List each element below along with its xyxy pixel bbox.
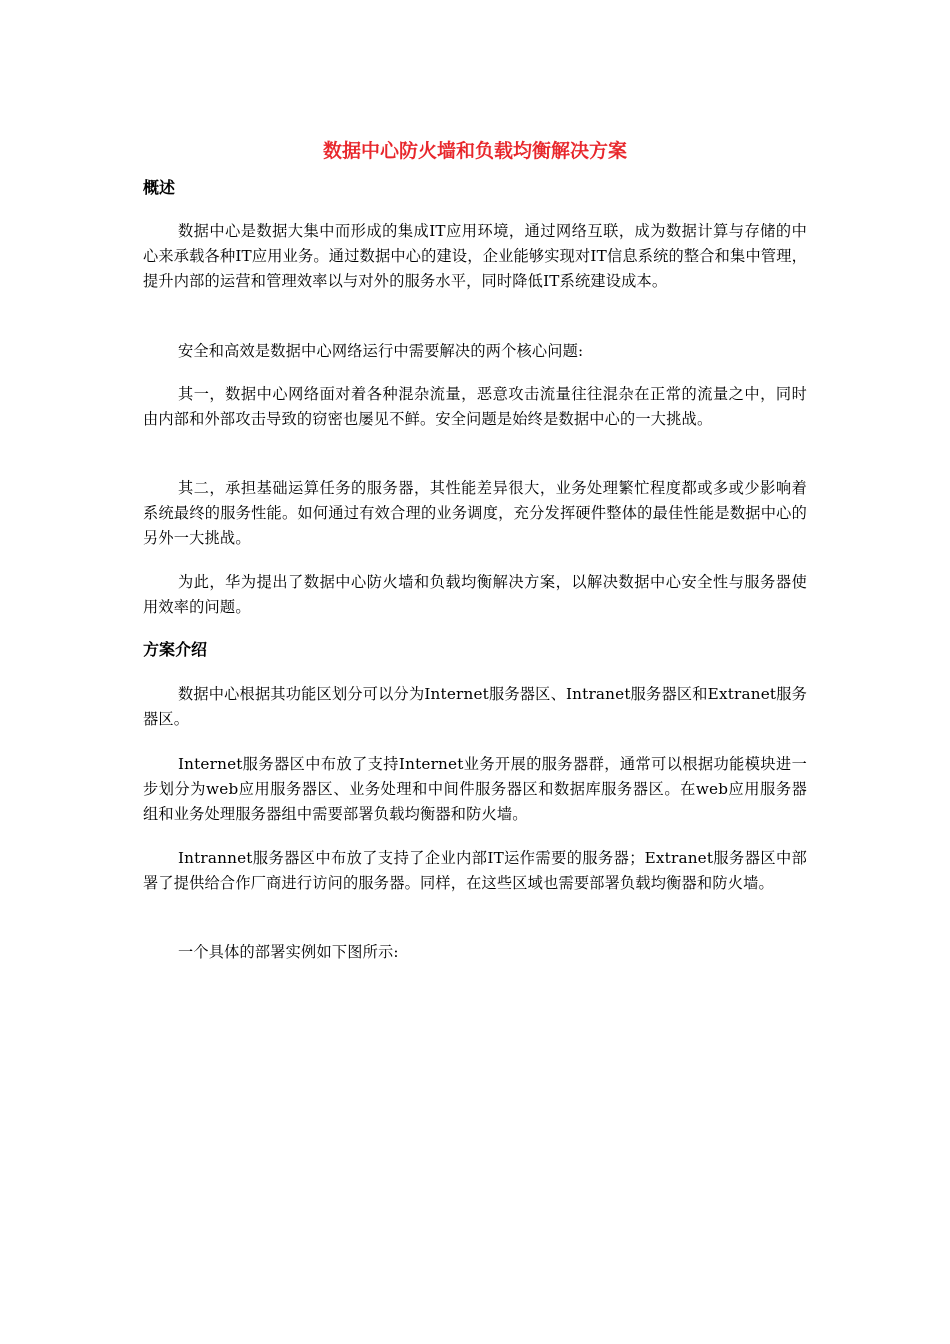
overview-paragraph-5: 为此，华为提出了数据中心防火墙和负载均衡解决方案，以解决数据中心安全性与服务器使用效率的问题。: [143, 573, 807, 616]
overview-paragraph-2: 安全和高效是数据中心网络运行中需要解决的两个核心问题:: [177, 342, 584, 360]
solution-paragraph-4: 一个具体的部署实例如下图所示:: [177, 943, 399, 961]
overview-paragraph-4: 其二，承担基础运算任务的服务器，其性能差异很大，业务处理繁忙程度都或多或少影响着系统最终的服务性能。如何通过有效合理的业务调度，充分发挥硬件整体的最佳性能是数据中心的另外一大挑战。: [143, 479, 807, 547]
overview-paragraph-1: 数据中心是数据大集中而形成的集成IT应用环境，通过网络互联，成为数据计算与存储的中心来承载各种IT应用业务。通过数据中心的建设，企业能够实现对IT信息系统的整合和集中管理，提升内部的运营和管理效率以与对外的服务水平，同时降低IT系统建设成本。: [143, 222, 807, 290]
overview-paragraph-3: 其一，数据中心网络面对着各种混杂流量，恶意攻击流量往往混杂在正常的流量之中，同时由内部和外部攻击导致的窃密也屡见不鲜。安全问题是始终是数据中心的一大挑战。: [143, 385, 807, 428]
document-title: 数据中心防火墙和负载均衡解决方案: [322, 140, 627, 162]
solution-paragraph-3: Intrannet服务器区中布放了支持了企业内部IT运作需要的服务器；Extranet服务器区中部署了提供给合作厂商进行访问的服务器。同样，在这些区域也需要部署负载均衡器和防火墙。: [143, 849, 807, 892]
section-heading-overview: 概述: [143, 178, 176, 197]
solution-paragraph-1: 数据中心根据其功能区划分可以分为Internet服务器区、Intranet服务器区和Extranet服务器区。: [143, 685, 807, 728]
solution-paragraph-2: Internet服务器区中布放了支持Internet业务开展的服务器群，通常可以根据功能模块进一步划分为web应用服务器区、业务处理和中间件服务器区和数据库服务器区。在web应用服务器组和业务处理服务器组中需要部署负载均衡器和防火墙。: [143, 755, 807, 823]
section-heading-solution: 方案介绍: [143, 640, 208, 659]
